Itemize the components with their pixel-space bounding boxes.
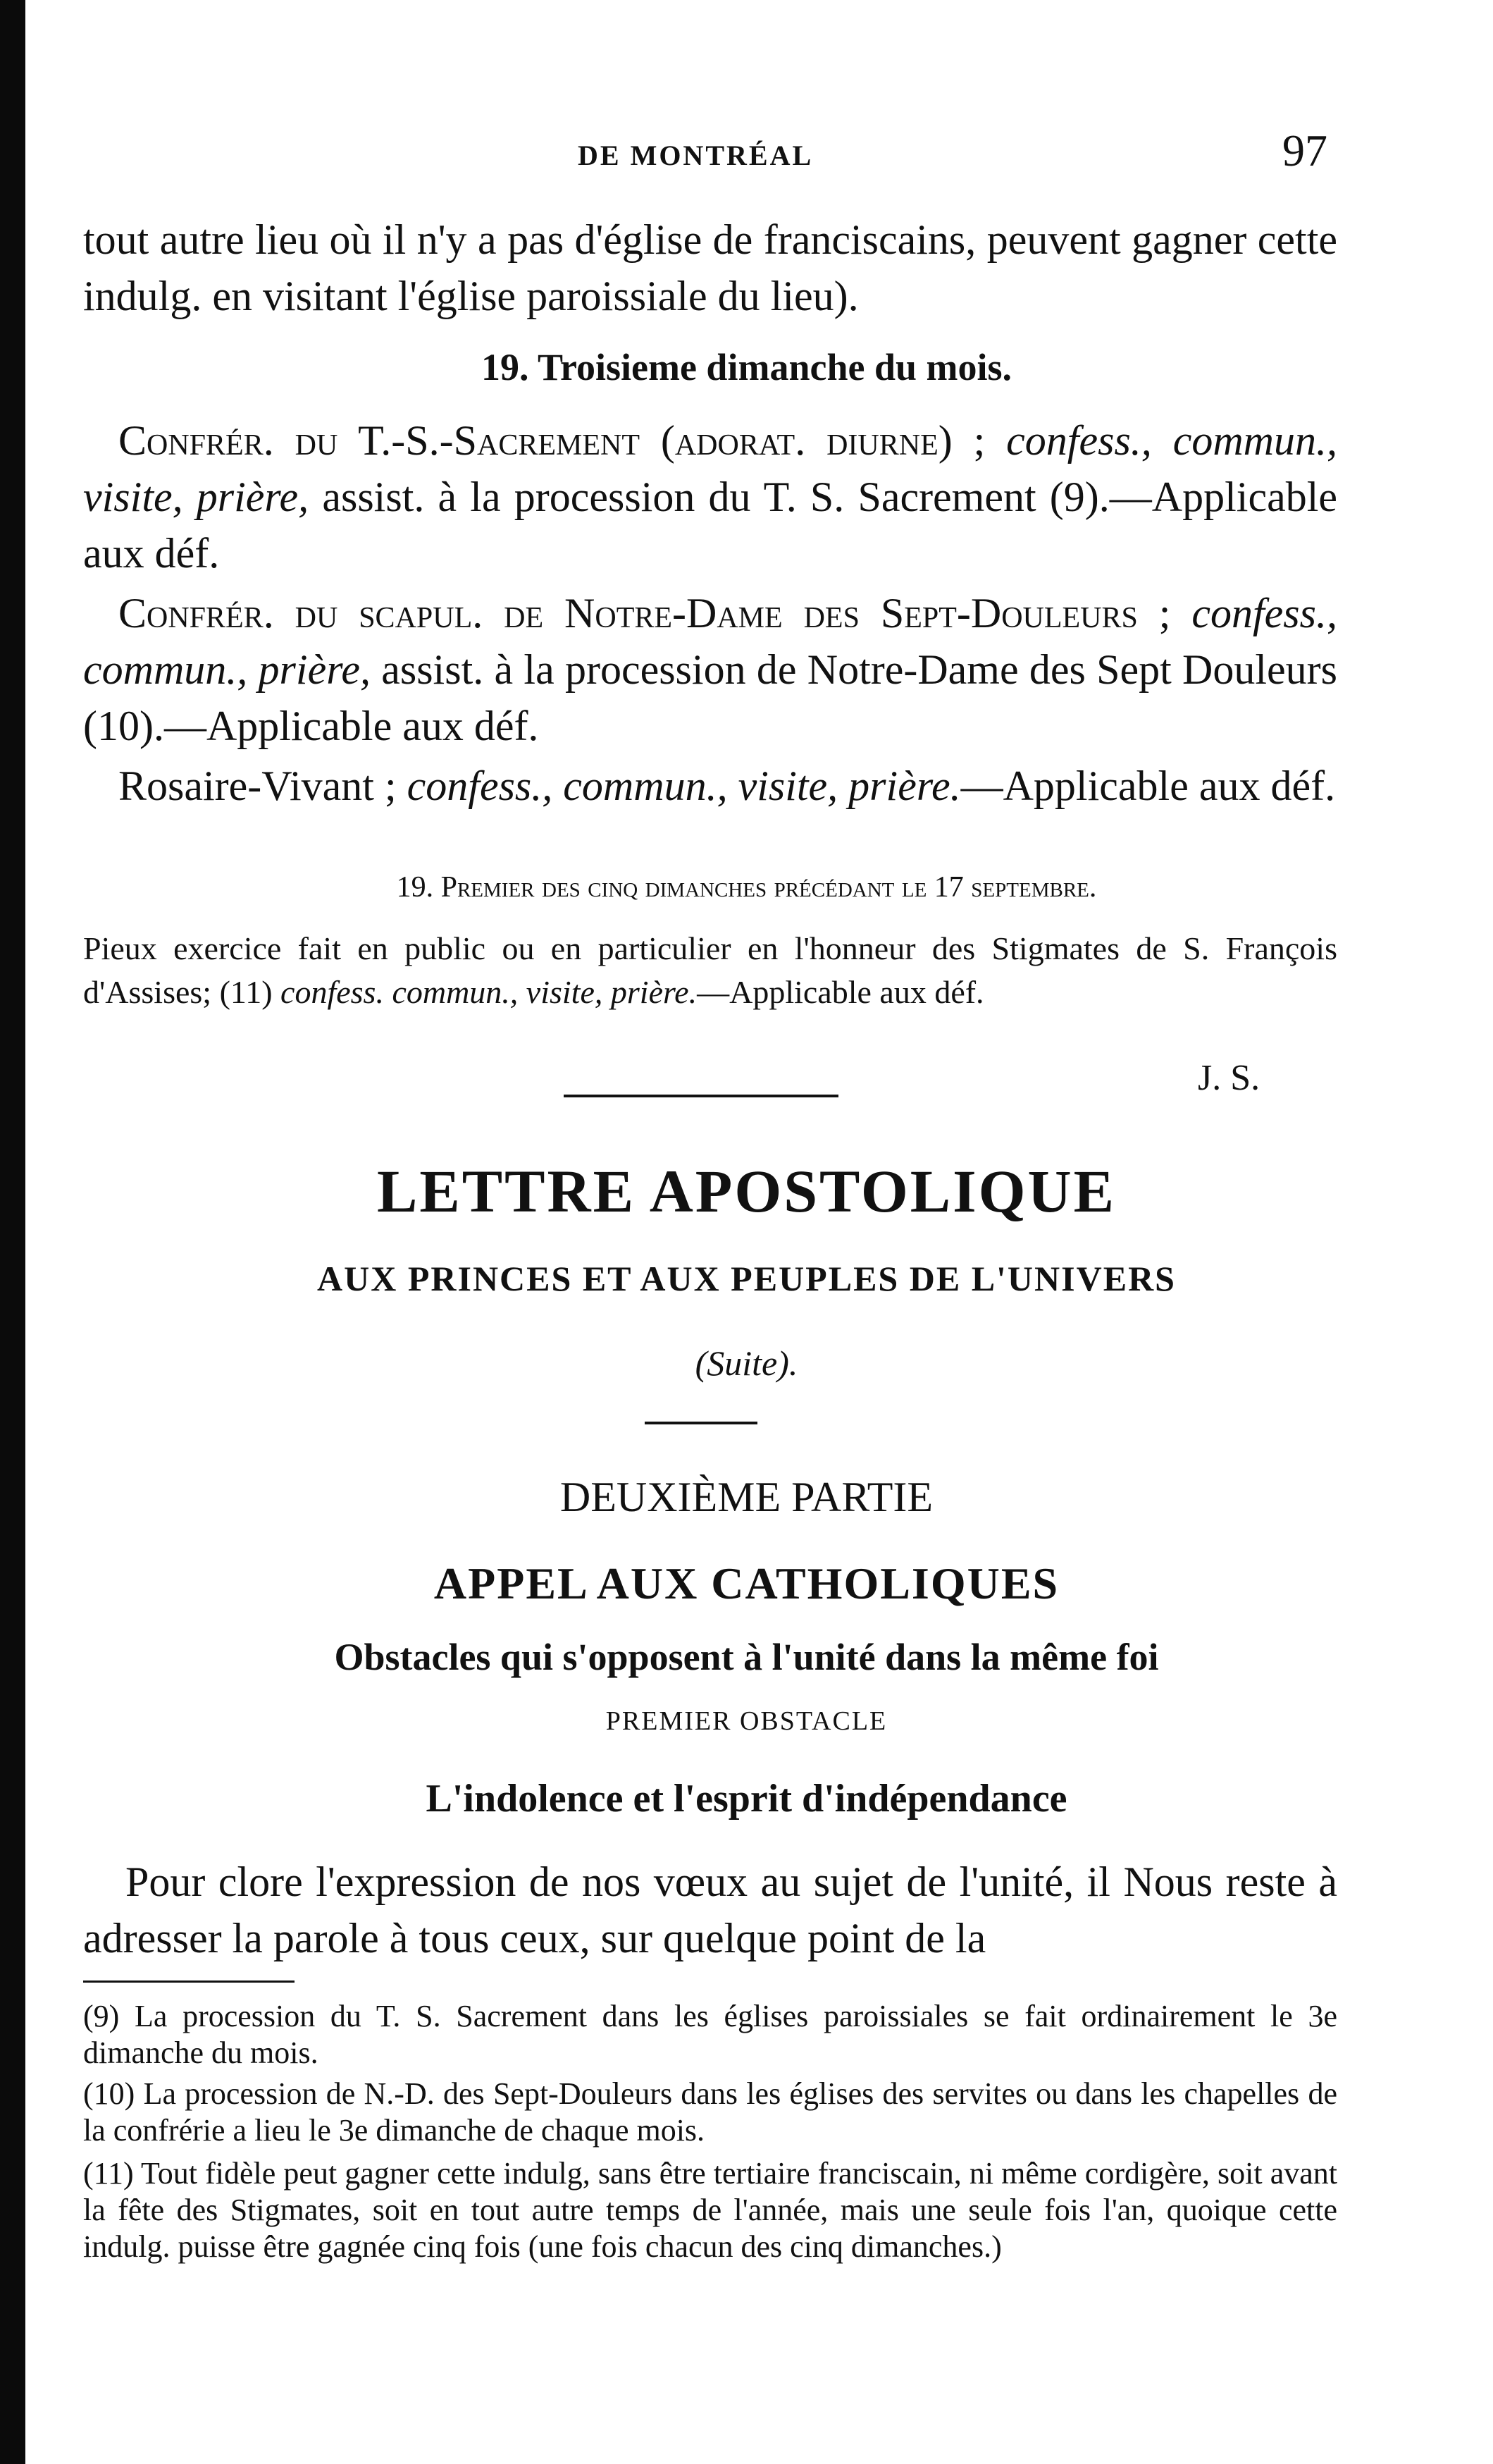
letter-title: LETTRE APOSTOLIQUE bbox=[377, 1157, 1116, 1225]
entry-lead: Confrér. du T.-S.-Sacrement (adorat. diurne) ; bbox=[118, 417, 1007, 464]
entry-italic: confess. commun., visite, prière. bbox=[280, 974, 698, 1010]
page-number: 97 bbox=[1282, 125, 1327, 175]
entry-italic: confess., commun., visite, prière. bbox=[407, 763, 961, 809]
short-divider bbox=[645, 1422, 757, 1424]
section-divider bbox=[564, 1095, 838, 1097]
obstacles-heading: Obstacles qui s'opposent à l'unité dans la même foi bbox=[334, 1636, 1159, 1678]
entry-italic: confess., commun., visite, prière, bbox=[83, 417, 1337, 520]
footnote-9: (9) La procession du T. S. Sacrement dans les églises paroissiales se fait ordinairement le 3e dimanche du mois. bbox=[83, 1999, 1337, 2070]
part-heading: DEUXIÈME PARTIE bbox=[559, 1474, 934, 1520]
continued-note: (Suite). bbox=[695, 1343, 798, 1383]
first-obstacle-label: PREMIER OBSTACLE bbox=[605, 1706, 888, 1736]
obstacle-title: L'indolence et l'esprit d'indépendance bbox=[426, 1777, 1067, 1821]
entry-italic: confess., commun., prière, bbox=[83, 590, 1337, 693]
letter-body: Pour clore l'expression de nos vœux au sujet de l'unité, il Nous reste à adresser la parole à tous ceux, sur quelque point de la bbox=[83, 1859, 1337, 1961]
section-heading-first-of-five-sundays: 19. Premier des cinq dimanches précédant le 17 septembre. bbox=[396, 871, 1097, 904]
signature: J. S. bbox=[1198, 1058, 1260, 1098]
entry-rest: —Applicable aux déf. bbox=[697, 974, 984, 1010]
footnote-11: (11) Tout fidèle peut gagner cette indulg, sans être tertiaire franciscain, ni même cordigère, soit avant la fête des Stigmates, soit en tout autre temps de l'année, mais une seule fois l'an, quoique cette indulg. puisse être gagnée cinq fois (une fois chacun des cinq dimanches.) bbox=[83, 2156, 1337, 2264]
entry-confrerie-scapulaire bbox=[83, 585, 1337, 754]
section-heading-third-sunday: 19. Troisieme dimanche du mois. bbox=[481, 346, 1012, 388]
entry-lead: Rosaire-Vivant ; bbox=[118, 763, 407, 809]
footnote-rule bbox=[83, 1981, 295, 1983]
running-title: DE MONTRÉAL bbox=[578, 140, 814, 171]
letter-subtitle: AUX PRINCES ET AUX PEUPLES DE L'UNIVERS bbox=[317, 1259, 1176, 1298]
entry-confrerie-saint-sacrement bbox=[83, 412, 1337, 581]
entry-stigmates bbox=[83, 927, 1337, 1014]
entry-rest: assist. à la procession de Notre-Dame des Sept Douleurs (10).—Applicable aux déf. bbox=[83, 646, 1337, 749]
entry-rosaire-vivant bbox=[83, 758, 1337, 814]
entry-rest: assist. à la procession du T. S. Sacrement (9).—Applicable aux déf. bbox=[83, 474, 1338, 577]
entry-rest: —Applicable aux déf. bbox=[960, 763, 1336, 809]
intro-paragraph: tout autre lieu où il n'y a pas d'église de franciscains, peuvent gagner cette indulg. en visitant l'église paroissiale du lieu). bbox=[83, 216, 1337, 319]
entry-lead: Pieux exercice fait en public ou en particulier en l'honneur des Stigmates de S. François d'Assises; (11) bbox=[83, 930, 1337, 1010]
running-header bbox=[0, 125, 1493, 187]
appeal-heading: APPEL AUX CATHOLIQUES bbox=[433, 1558, 1060, 1608]
footnote-10: (10) La procession de N.-D. des Sept-Douleurs dans les églises des servites ou dans les chapelles de la confrérie a lieu le 3e dimanche de chaque mois. bbox=[83, 2076, 1337, 2148]
entry-lead: Confrér. du scapul. de Notre-Dame des Sept-Douleurs ; bbox=[118, 590, 1192, 636]
